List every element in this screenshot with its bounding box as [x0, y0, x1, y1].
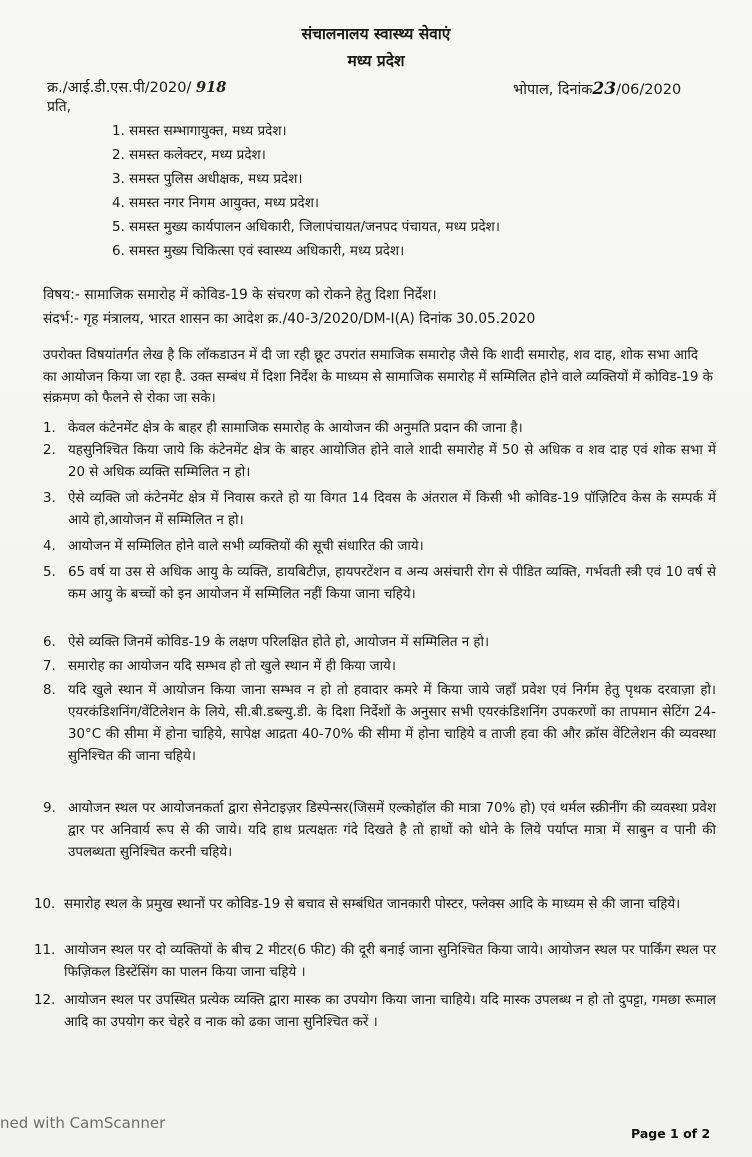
item-text: यदि खुले स्थान में आयोजन किया जाना सम्भव न हो तो हवादार कमरे में किया जाये जहाँ प्रवेश एवं निर्गम हेतु पृथक दरवाज़ा हो। एयरकंडिशनिंग/वेंटिलेशन के लिये, सी.बी.डब्ल्यु.डी. के दिशा निर्देशों के अनुसार सभी एयरकंडिशनिंग उपकरणों का तापमान सेटिंग 24-30°C की सीमा में होना चाहिये, सापेक्ष आद्रता 40-70% की सीमा में होना चाहिये व ताजी हवा की और क्रॉस वेंटिलेशन की व्यवस्था सुनिश्चित की जाना चहिये। — [68, 683, 716, 764]
item-number: 10. — [34, 897, 56, 912]
camscanner-watermark: ned with CamScanner — [0, 1114, 166, 1132]
department-title: संचालनालय स्वास्थ्य सेवाएं — [301, 25, 451, 43]
item-text: ऐसे व्यक्ति जो कंटेनमेंट क्षेत्र में निवास करते हो या विगत 14 दिवस के अंतराल में किसी भी कोविड-19 पॉज़िटिव केस के सम्पर्क में आये हो,आयोजन में सम्मिलित न हो। — [68, 491, 716, 528]
item-number: 1. — [43, 421, 56, 436]
prati-label: प्रति, — [47, 99, 72, 115]
item-text: ऐसे व्यक्ति जिनमें कोविड-19 के लक्षण परिलक्षित होते हो, आयोजन में सम्मिलित न हो। — [68, 635, 490, 650]
reference-prefix: क्र./आई.डी.एस.पी/2020/ — [47, 80, 192, 96]
addressee-item: 2. समस्त कलेक्टर, मध्य प्रदेश। — [112, 147, 266, 163]
subject-line: विषय:- सामाजिक समारोह में कोविड-19 के संचरण को रोकने हेतु दिशा निर्देश। — [43, 287, 437, 303]
item-text: आयोजन में सम्मिलित होने वाले सभी व्यक्तियों की सूची संधारित की जाये। — [68, 539, 424, 554]
item-number: 6. — [43, 635, 56, 650]
item-number: 2. — [43, 443, 56, 458]
page-number: Page 1 of 2 — [631, 1126, 711, 1141]
item-text: केवल कंटेनमेंट क्षेत्र के बाहर ही सामाजिक समारोह के आयोजन की अनुमति प्रदान की जाना है। — [68, 421, 523, 436]
addressee-list — [112, 119, 500, 263]
item-number: 9. — [43, 801, 56, 816]
addressee-item: 6. समस्त मुख्य चिकित्सा एवं स्वास्थ्य अधिकारी, मध्य प्रदेश। — [112, 243, 405, 259]
item-number: 7. — [43, 659, 56, 674]
item-text: 65 वर्ष या उस से अधिक आयु के व्यक्ति, डायबिटीज़, हायपरटेंशन व अन्य असंचारी रोग से पीडित व्यक्ति, गर्भवती स्त्री एवं 10 वर्ष से कम आयु के बच्चों को इन आयोजन में सम्मिलित नहीं किया जाना चहिये। — [68, 565, 716, 602]
letter-date — [513, 79, 681, 99]
intro-paragraph: उपरोक्त विषयांतर्गत लेख है कि लॉकडाउन में दी जा रही छूट उपरांत समाजिक समारोह जैसे कि शादी समारोह, शव दाह, शोक सभा आदि का आयोजन किया जा रहा है. उक्त सम्बंध में दिशा निर्देश के माध्यम से सामाजिक समारोह में सम्मिलित होने वाले व्यक्तियों में कोविड-19 के संक्रमण को फैलने से रोका जा सके। — [43, 348, 713, 406]
item-number: 11. — [34, 943, 56, 958]
handwritten-number: 918 — [196, 79, 227, 96]
item-text: यहसुनिश्चित किया जाये कि कंटेनमेंट क्षेत्र के बाहर आयोजित होने वाले शादी समारोह में 50 से अधिक व शव दाह एवं शोक सभा में 20 से अधिक व्यक्ति सम्मिलित न हो। — [68, 443, 716, 480]
subject-block — [43, 283, 535, 331]
item-text: आयोजन स्थल पर दो व्यक्तियों के बीच 2 मीटर(6 फीट) की दूरी बनाई जाना सुनिश्चित किया जाये। आयोजन स्थल पर पार्किंग स्थल पर फिज़िकल डिस्टेंसिंग का पालन किया जाना चहिये । — [64, 943, 716, 980]
addressee-item: 5. समस्त मुख्य कार्यपालन अधिकारी, जिलापंचायत/जनपद पंचायत, मध्य प्रदेश। — [112, 219, 500, 235]
item-text: आयोजन स्थल पर उपस्थित प्रत्येक व्यक्ति द्वारा मास्क का उपयोग किया जाना चाहिये। यदि मास्क उपलब्ध न हो तो दुपट्टा, गमछा रूमाल आदि का उपयोग कर चेहरे व नाक को ढका जाना सुनिश्चित करें । — [64, 993, 716, 1030]
reference-line: संदर्भ:- गृह मंत्रालय, भारत शासन का आदेश क्र./40-3/2020/DM-I(A) दिनांक 30.05.2020 — [43, 311, 536, 327]
reference-number — [47, 77, 226, 97]
addressee-item: 4. समस्त नगर निगम आयुक्त, मध्य प्रदेश। — [112, 195, 320, 211]
item-number: 5. — [43, 565, 56, 580]
addressee-item: 1. समस्त सम्भागायुक्त, मध्य प्रदेश। — [112, 123, 287, 139]
item-number: 3. — [43, 491, 56, 506]
item-number: 12. — [34, 993, 56, 1008]
item-number: 8. — [43, 683, 56, 698]
item-text: आयोजन स्थल पर आयोजनकर्ता द्वारा सेनेटाइज़र डिस्पेन्सर(जिसमें एल्कोहॉल की मात्रा 70% हो) एवं थर्मल स्क्रीनींग की व्यवस्था प्रवेश द्वार पर अनिवार्य रूप से की जाये। यदि हाथ प्रत्यक्षतः गंदे दिखते है तो हाथों को धोने के लिये पर्याप्त मात्रा में साबुन व पानी की उपलब्धता सुनिश्चित करनी चहिये। — [68, 801, 716, 860]
addressee-item: 3. समस्त पुलिस अधीक्षक, मध्य प्रदेश। — [112, 171, 303, 187]
date-prefix: भोपाल, दिनांक — [513, 82, 593, 98]
item-number: 4. — [43, 539, 56, 554]
handwritten-day: 23 — [592, 79, 617, 99]
date-rest: /06/2020 — [616, 82, 682, 98]
item-text: समारोह स्थल के प्रमुख स्थानों पर कोविड-19 से बचाव से सम्बंधित जानकारी पोस्टर, फ्लेक्स आदि के माध्यम से की जाना चहिये। — [64, 897, 681, 912]
state-title: मध्य प्रदेश — [347, 52, 405, 70]
item-text: समारोह का आयोजन यदि सम्भव हो तो खुले स्थान में ही किया जाये। — [68, 659, 396, 674]
